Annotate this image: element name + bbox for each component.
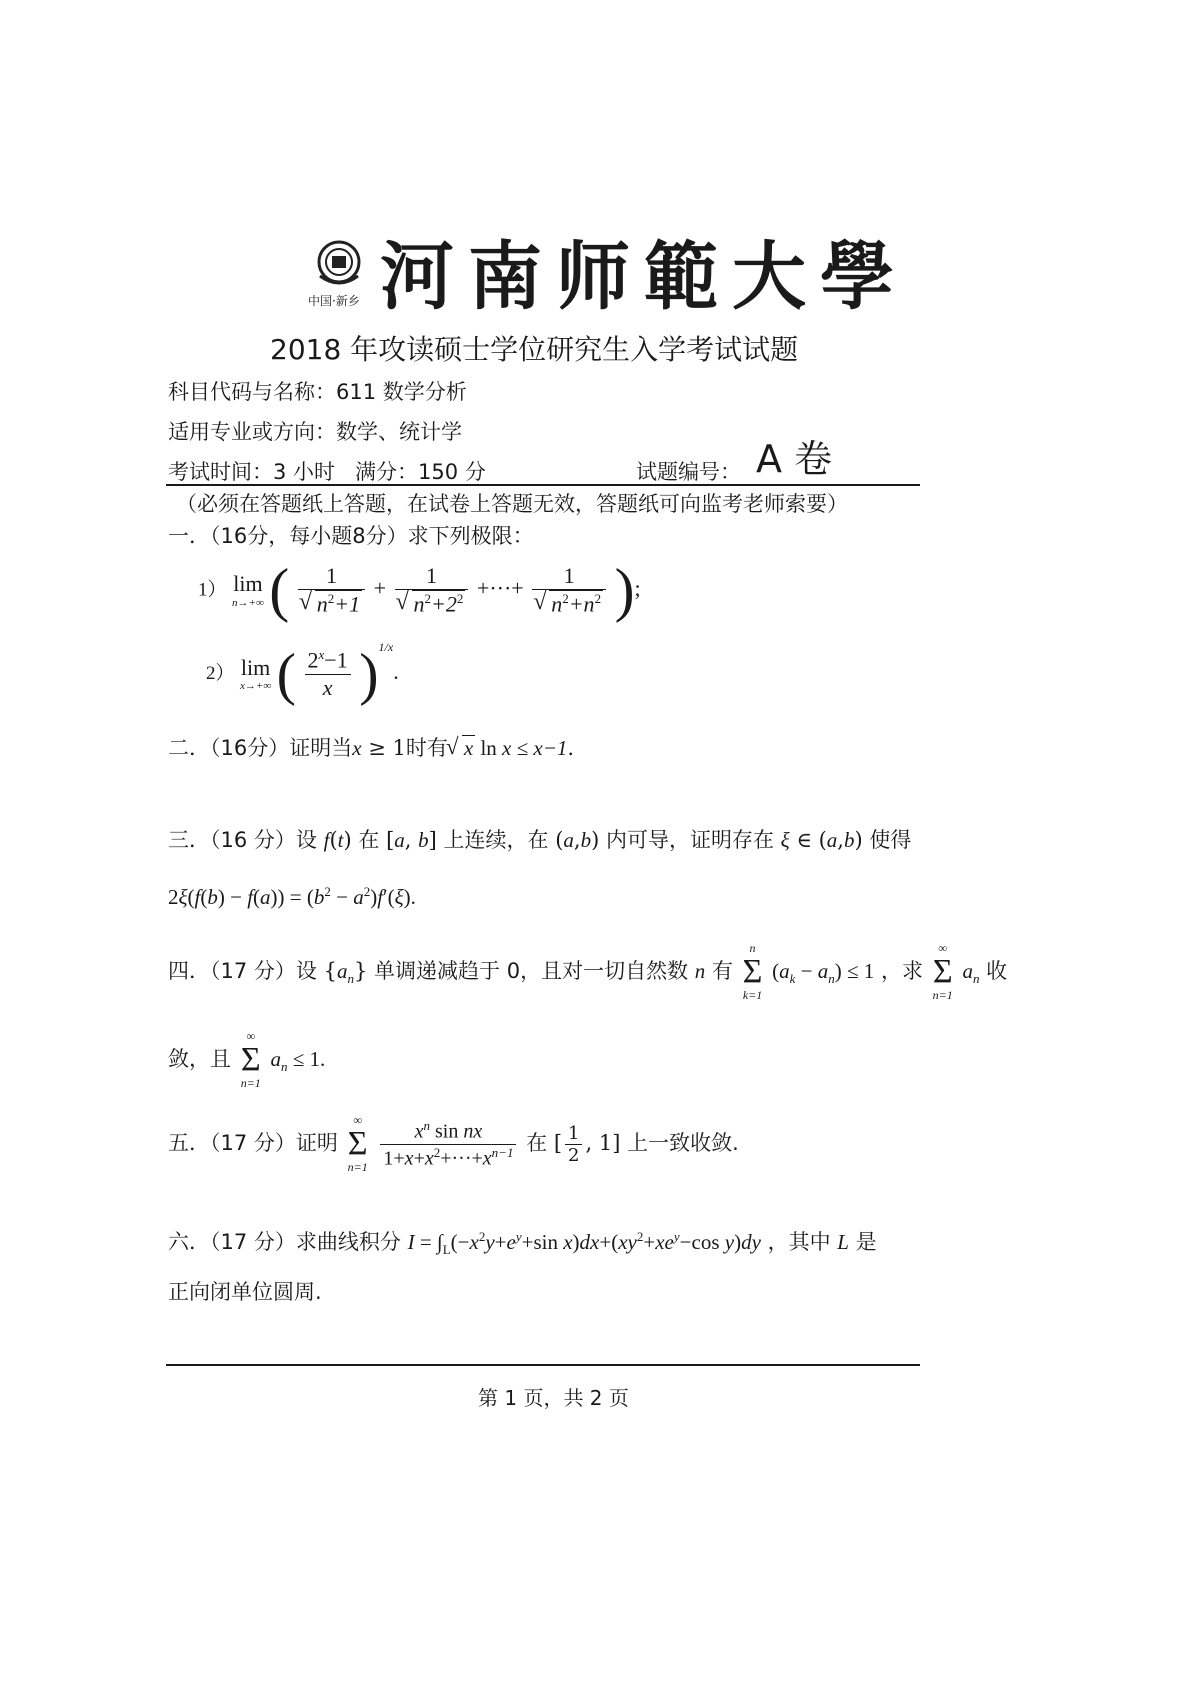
q1-heading: 一．（16分，每小题8分）求下列极限： [168,524,534,548]
notice: （必须在答题纸上答题，在试卷上答题无效，答题纸可向监考老师索要） [176,492,848,516]
q1-part2: 2） lim x→+∞ ( $\frac{2^x-1}{x}$ )$^{1/x}$. [206,640,399,707]
q4-text-4: 收 [986,959,1008,984]
q5-text-1: 在 [526,1131,548,1156]
q4-heading: 四．（17 分）设 [168,959,317,984]
q3-text-1: 在 [358,828,380,852]
q6-line2: 正向闭单位圆周. [168,1280,322,1304]
exam-title: 2018 年攻读硕士学位研究生入学考试试题 [270,333,799,366]
q3-text-4: 使得 [869,828,912,852]
paper-version: A 卷 [756,437,833,481]
q5-heading: 五．（17 分）证明 [168,1131,338,1156]
time-line: 考试时间：3 小时 满分：150 分 [168,460,486,484]
footer-divider [166,1364,920,1366]
q3-text-2: 上连续，在 [443,828,549,852]
q6-text-1: ，其中 [767,1230,831,1254]
q6-line1: 六．（17 分）求曲线积分 $I = \int_L(-x^2y+e^y+\sin$ $x)dx+(xy^2+xe^y-\cos$ y)dy ，其中 L 是 [168,1229,877,1258]
q2-text: 时有 [405,736,448,760]
q4-text-3: ，求 [880,959,923,984]
q1-part2-label: 2） [206,663,235,684]
major-line: 适用专业或方向：数学、统计学 [168,420,462,444]
q2: 二．（16分）证明当x ≥ 1时有√ x ln x ≤ x−1. [168,732,574,762]
page-info: 第 1 页，共 2 页 [478,1386,629,1410]
q6-text-2: 是 [855,1230,877,1254]
q1-part1-label: 1） [198,579,227,601]
logo-caption: 中国·新乡 [308,294,360,308]
q4-text-1: 单调递减趋于 0，且对一切自然数 [374,959,689,984]
q5-text-2: 上一致收敛. [627,1131,739,1156]
q3-formula: $2\xi(f(b) - f(a)) = (b^2 - a^2)f'(\xi)$. [168,884,416,909]
q3-line1: 三．（16 分）设 f(t) 在 [a, b] 上连续，在 (a,b) 内可导，证明存在 ξ ∈ (a,b) 使得 [168,828,912,852]
q1-part1: 1） lim n→+∞ ( 1 √ $n^2+1$ + 1 √ $n^2+2^2$ +···+ 1 √ $n^2+n^2$ ); [198,556,641,625]
university-seal-icon [312,238,366,290]
header-divider [166,484,920,486]
q2-heading: 二．（16分）证明当 [168,736,353,760]
q4-text-2: 有 [711,959,733,984]
q4-line1: 四．（17 分）设 $\{a_n\}$ 单调递减趋于 0，且对一切自然数 n 有 n Σ k=1 $(a_k - a_n) \le 1$ ，求 ∞ Σ n=1 $a_n$ 收 [168,941,1008,1003]
q5: 五．（17 分）证明 ∞ Σ n=1 $\frac{x^n \sin nx}{1+x+x^2+\cdot\cdot\cdot+x^{n-1}}$ 在 [ $\frac{1}{2}$ , 1] 上一致收敛. [168,1113,739,1175]
q4-line2-text: 敛，且 [168,1047,231,1072]
university-name: 河南师範大學 [380,234,908,320]
q3-text-3: 内可导，证明存在 [605,828,774,852]
q4-line2: 敛，且 ∞ Σ n=1 $a_n \le 1$. [168,1029,326,1091]
q3-heading: 三．（16 分）设 [168,828,317,852]
code-label: 试题编号： [636,460,741,484]
subject-line: 科目代码与名称：611 数学分析 [168,380,467,404]
q6-heading: 六．（17 分）求曲线积分 [168,1230,401,1254]
